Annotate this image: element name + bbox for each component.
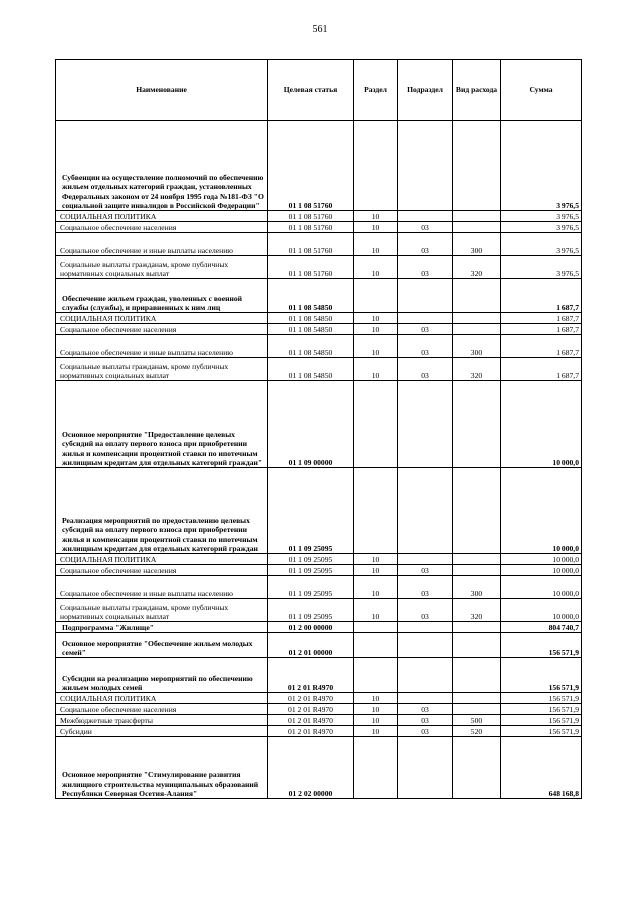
row-code: 01 1 09 25095 [268,599,354,622]
row-code: 01 2 01 R4970 [268,715,354,726]
row-subsection: 03 [398,222,453,233]
row-expense-type: 300 [453,335,501,358]
table-row [56,633,582,658]
row-code: 01 2 00 00000 [268,622,354,633]
row-sum: 156 571,9 [501,715,582,726]
row-name: Межбюджетные трансферты [56,715,268,726]
row-code: 01 1 09 00000 [268,381,354,468]
row-code: 01 1 08 54850 [268,358,354,381]
row-sum: 804 740,7 [501,622,582,633]
row-name: Реализация мероприятий по предоставлению целевых субсидий на оплату первого взноса при приобретении жилья и компенсации процентной ставки по ипотечным жилищным кредитам для отдельных категорий граждан [56,468,268,554]
row-expense-type: 520 [453,726,501,737]
row-subsection: 03 [398,576,453,599]
row-expense-type: 320 [453,358,501,381]
row-code: 01 1 09 25095 [268,576,354,599]
row-section: 10 [354,211,398,222]
table-header-row [56,60,582,121]
row-expense-type [453,737,501,799]
row-sum: 3 976,5 [501,256,582,279]
row-subsection: 03 [398,599,453,622]
row-sum: 10 000,0 [501,599,582,622]
row-expense-type: 320 [453,256,501,279]
row-subsection: 03 [398,324,453,335]
row-sum: 648 168,8 [501,737,582,799]
row-code: 01 1 09 25095 [268,565,354,576]
row-expense-type [453,121,501,211]
row-expense-type [453,622,501,633]
row-expense-type [453,658,501,693]
row-expense-type: 300 [453,576,501,599]
row-subsection [398,313,453,324]
row-code: 01 1 08 51760 [268,211,354,222]
table-row [56,565,582,576]
row-code: 01 1 08 51760 [268,121,354,211]
row-code: 01 1 08 54850 [268,335,354,358]
row-name: Социальное обеспечение населения [56,222,268,233]
row-subsection: 03 [398,358,453,381]
row-name: Социальные выплаты гражданам, кроме публичных нормативных социальных выплат [56,358,268,381]
row-section: 10 [354,324,398,335]
row-name: Социальные выплаты гражданам, кроме публичных нормативных социальных выплат [56,599,268,622]
row-sum: 10 000,0 [501,576,582,599]
row-expense-type [453,222,501,233]
page-number: 561 [312,24,328,35]
row-expense-type: 320 [453,599,501,622]
row-name: Социальное обеспечение населения [56,704,268,715]
row-expense-type [453,313,501,324]
row-sum: 10 000,0 [501,381,582,468]
row-sum: 1 687,7 [501,335,582,358]
table-row [56,121,582,211]
row-section: 10 [354,256,398,279]
row-subsection: 03 [398,256,453,279]
row-sum: 3 976,5 [501,222,582,233]
row-section: 10 [354,565,398,576]
row-sum: 1 687,7 [501,313,582,324]
table-row [56,737,582,799]
row-section: 10 [354,726,398,737]
row-expense-type [453,633,501,658]
row-subsection [398,693,453,704]
table-row [56,222,582,233]
header-sum: Сумма [501,60,582,121]
row-subsection [398,381,453,468]
table-row [56,622,582,633]
row-section [354,658,398,693]
row-code: 01 1 09 25095 [268,554,354,565]
row-section: 10 [354,599,398,622]
row-sum: 1 687,7 [501,324,582,335]
row-expense-type [453,554,501,565]
header-name: Наименование [56,60,268,121]
row-section: 10 [354,704,398,715]
row-code: 01 2 01 00000 [268,633,354,658]
row-code: 01 2 02 00000 [268,737,354,799]
header-subsection: Подраздел [398,60,453,121]
row-name: Основное мероприятие "Предоставление целевых субсидий на оплату первого взноса при приобретении жилья и компенсации процентной ставки по ипотечным жилищным кредитам для отдельных категорий граждан" [56,381,268,468]
row-subsection [398,279,453,313]
row-expense-type [453,324,501,335]
row-expense-type [453,565,501,576]
row-code: 01 1 08 54850 [268,324,354,335]
row-expense-type [453,279,501,313]
table-row [56,324,582,335]
row-expense-type [453,381,501,468]
row-sum: 10 000,0 [501,554,582,565]
row-subsection: 03 [398,715,453,726]
table-row [56,468,582,554]
row-section: 10 [354,693,398,704]
row-name: Субвенции на осуществление полномочий по обеспечению жильем отдельных категорий граждан, установленных Федеральных законом от 24 ноября 1995 года №181-ФЗ "О социальной защите инвалидов в Российской Федерации" [56,121,268,211]
table-row [56,599,582,622]
table-row [56,256,582,279]
row-section [354,468,398,554]
row-section: 10 [354,222,398,233]
header-expense-type: Вид расхода [453,60,501,121]
row-section: 10 [354,715,398,726]
row-sum: 156 571,9 [501,726,582,737]
row-sum: 10 000,0 [501,565,582,576]
row-subsection: 03 [398,704,453,715]
row-code: 01 2 01 R4970 [268,726,354,737]
table-row [56,279,582,313]
row-section: 10 [354,576,398,599]
row-name: Социальное обеспечение и иные выплаты населению [56,576,268,599]
row-subsection: 03 [398,335,453,358]
row-sum: 3 976,5 [501,211,582,222]
table-row [56,715,582,726]
row-name: Основное мероприятие "Стимулирование развития жилищного строительства муниципальных образований Республики Северная Осетия-Алания" [56,737,268,799]
row-name: СОЦИАЛЬНАЯ ПОЛИТИКА [56,313,268,324]
row-subsection: 03 [398,726,453,737]
row-sum: 10 000,0 [501,468,582,554]
row-code: 01 1 08 51760 [268,222,354,233]
row-expense-type [453,211,501,222]
row-section [354,622,398,633]
row-section [354,279,398,313]
row-section: 10 [354,233,398,256]
row-sum: 3 976,5 [501,121,582,211]
row-section [354,121,398,211]
row-name: СОЦИАЛЬНАЯ ПОЛИТИКА [56,693,268,704]
row-name: СОЦИАЛЬНАЯ ПОЛИТИКА [56,211,268,222]
table-row [56,658,582,693]
row-name: СОЦИАЛЬНАЯ ПОЛИТИКА [56,554,268,565]
table-row [56,726,582,737]
row-expense-type [453,704,501,715]
row-subsection [398,468,453,554]
row-code: 01 1 08 54850 [268,313,354,324]
row-section [354,633,398,658]
table-row [56,693,582,704]
row-subsection [398,554,453,565]
table-row [56,233,582,256]
row-name: Социальные выплаты гражданам, кроме публичных нормативных социальных выплат [56,256,268,279]
row-section: 10 [354,554,398,565]
row-sum: 156 571,9 [501,693,582,704]
budget-table [55,59,582,799]
row-expense-type [453,468,501,554]
table-row [56,381,582,468]
row-section: 10 [354,335,398,358]
row-section [354,737,398,799]
row-name: Социальное обеспечение и иные выплаты населению [56,335,268,358]
row-section: 10 [354,313,398,324]
table-row [56,313,582,324]
row-name: Основное мероприятие "Обеспечение жильем молодых семей" [56,633,268,658]
row-code: 01 1 08 54850 [268,279,354,313]
row-subsection [398,211,453,222]
row-section [354,381,398,468]
row-name: Социальное обеспечение и иные выплаты населению [56,233,268,256]
row-sum: 1 687,7 [501,358,582,381]
row-sum: 3 976,5 [501,233,582,256]
row-name: Субсидии [56,726,268,737]
header-section: Раздел [354,60,398,121]
table-body [56,121,582,799]
row-subsection: 03 [398,233,453,256]
row-sum: 156 571,9 [501,633,582,658]
row-code: 01 2 01 R4970 [268,658,354,693]
row-sum: 1 687,7 [501,279,582,313]
row-code: 01 1 08 51760 [268,233,354,256]
row-subsection [398,658,453,693]
row-code: 01 2 01 R4970 [268,704,354,715]
row-expense-type: 500 [453,715,501,726]
table-row [56,358,582,381]
table-row [56,211,582,222]
row-subsection [398,622,453,633]
row-name: Подпрограмма "Жилище" [56,622,268,633]
table-row [56,554,582,565]
row-code: 01 2 01 R4970 [268,693,354,704]
row-name: Социальное обеспечение населения [56,324,268,335]
row-expense-type [453,693,501,704]
row-code: 01 1 08 51760 [268,256,354,279]
row-name: Социальное обеспечение населения [56,565,268,576]
row-subsection [398,633,453,658]
table-row [56,704,582,715]
table-row [56,335,582,358]
row-expense-type: 300 [453,233,501,256]
row-sum: 156 571,9 [501,704,582,715]
row-name: Субсидии на реализацию мероприятий по обеспечению жильем молодых семей [56,658,268,693]
row-sum: 156 571,9 [501,658,582,693]
row-subsection [398,121,453,211]
row-code: 01 1 09 25095 [268,468,354,554]
row-subsection [398,737,453,799]
row-name: Обеспечение жильем граждан, уволенных с военной службы (службы), и приравненных к ним лиц [56,279,268,313]
row-subsection: 03 [398,565,453,576]
table-row [56,576,582,599]
header-code: Целевая статья [268,60,354,121]
row-section: 10 [354,358,398,381]
